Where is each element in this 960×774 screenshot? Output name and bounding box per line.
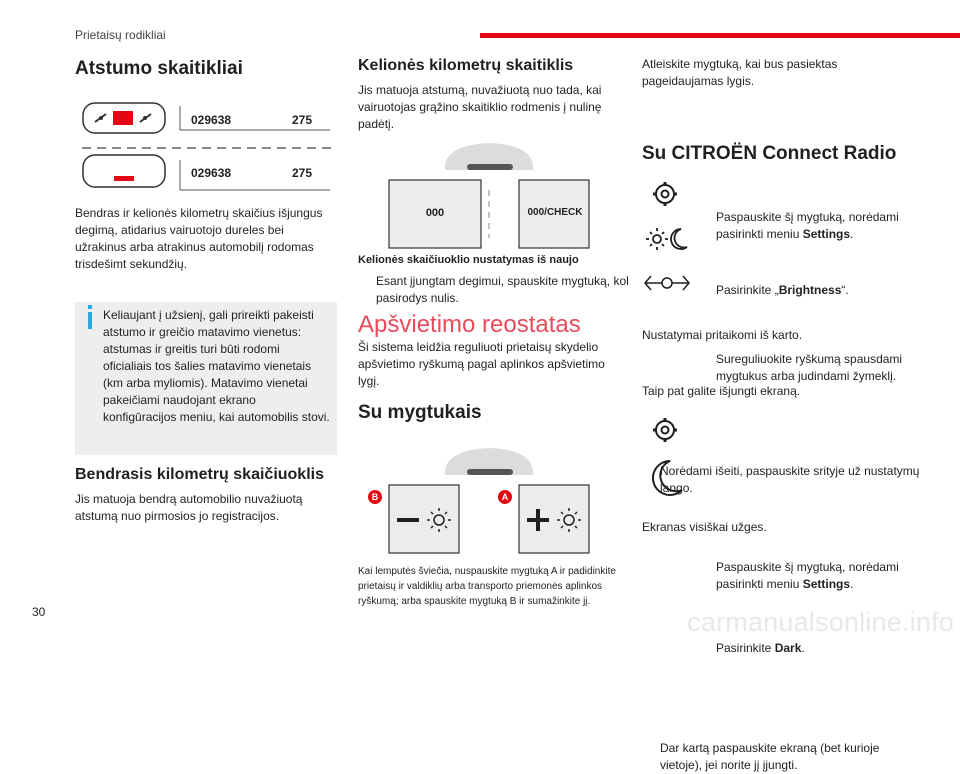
connect-bullet-3-text: Sureguliuokite ryškumą spausdami mygtukus arba judindami žymeklį. [716, 352, 903, 383]
page-number: 30 [32, 605, 46, 619]
trip-reset-bullet-text: Esant įjungtam degimui, spauskite mygtuką, kol pasirodys nulis. [376, 274, 629, 305]
dimmer-buttons-note: Kai lemputės šviečia, nuspauskite mygtuką A ir padidinkite prietaisų ir valdiklių arba transporto priemonės aplinkos ryškumą; arba spauskite mygtuką B ir sumažinkite jį. [358, 566, 616, 607]
odometer-total-value-2: 029638 [191, 166, 232, 180]
slider-icon [643, 272, 691, 294]
trip-reset-bullet [358, 273, 638, 307]
connect-bullet-1-text: Paspauskite šį mygtuką, norėdami pasirinkti meniu [716, 210, 899, 241]
trip-odometer-title: Kelionės kilometrų skaitiklis [358, 57, 574, 74]
connect-bullet-2 [698, 282, 926, 299]
settings-gear-icon-2 [651, 416, 679, 444]
settings-label-2: Settings [802, 577, 851, 591]
exit-bullet [642, 463, 922, 497]
odometers-title: Atstumo skaitikliai [75, 58, 243, 79]
settings-gear-icon [651, 180, 679, 208]
trip-reset-caption: Kelionės skaičiuoklio nustatymas iš naujo [358, 254, 579, 266]
with-buttons-title: Su mygtukais [358, 402, 482, 423]
exit-bullet-text: Norėdami išeiti, paspauskite srityje už nustatymų lango. [660, 464, 920, 495]
screen-off-text: Taip pat galite išjungti ekraną. [642, 384, 801, 398]
screen-off-result: Ekranas visiškai užges. [642, 520, 767, 534]
dark-label: Dark [774, 641, 802, 655]
display-right: 000/CHECK [527, 207, 583, 218]
release-paragraph: Atleiskite mygtuką, kai bus pasiektas pageidaujamas lygis. [642, 57, 838, 88]
display-left: 000 [425, 207, 445, 219]
connect-bullet-2-post: “. [841, 283, 849, 297]
connect-bullet-5: Pasirinkite Dark. [716, 641, 805, 655]
label-b-badge: B [368, 490, 382, 504]
settings-label: Settings [802, 227, 851, 241]
moon-icon [648, 458, 684, 498]
odometer-trip-value: 275 [292, 113, 313, 127]
connect-bullet-4-text: Paspauskite šį mygtuką, norėdami pasirinkti meniu [716, 560, 899, 591]
info-text: Keliaujant į užsienį, gali prireikti pakeisti atstumo ir greičio matavimo vienetus: atstumas ir greitis turi būti rodomi oficialiais tos šalies matavimo vienetais (km arba myliomis). Matavimo vienetai pakeičiami naudojant ekrano konfigūracijos meniu, kai automobilis stovi. [103, 308, 330, 424]
connect-bullet-5-pre: Pasirinkite [716, 641, 775, 655]
info-icon-bar [88, 312, 92, 329]
odometer-total-value: 029638 [191, 113, 232, 127]
connect-bullet-1: Paspauskite šį mygtuką, norėdami pasirinkti meniu Settings. [716, 210, 899, 241]
dimmer-buttons-illustration [385, 445, 595, 557]
trip-odometer-paragraph: Jis matuoja atstumą, nuvažiuotą nuo tada, kai vairuotojas grąžino skaitiklio rodmenis į nulinę padėtį. [358, 83, 602, 131]
tap-screen-text: Dar kartą paspauskite ekraną (bet kurioje vietoje), jei norite jį įjungti. [660, 741, 880, 772]
tap-screen-bullet [642, 740, 922, 774]
total-odometer-paragraph: Jis matuoja bendrą automobilio nuvažiuotą atstumą nuo pirmosios jo registracijos. [75, 492, 303, 523]
brightness-label: Brightness [778, 283, 842, 297]
brightness-icon [645, 225, 689, 253]
header-accent-bar [480, 33, 960, 38]
watermark: carmanualsonline.info [687, 607, 954, 637]
settings-apply-text: Nustatymai pritaikomi iš karto. [642, 328, 803, 342]
connect-bullet-3 [698, 351, 926, 385]
connect-bullet-2-pre: Pasirinkite „ [716, 283, 779, 297]
header-title: Prietaisų rodikliai [75, 28, 166, 42]
odometer-trip-value-2: 275 [292, 166, 313, 180]
total-odometer-title: Bendrasis kilometrų skaičiuoklis [75, 466, 324, 483]
connect-radio-title: Su CITROËN Connect Radio [642, 143, 897, 164]
dimmer-paragraph: Ši sistema leidžia reguliuoti prietaisų skydelio apšvietimo ryškumą pagal aplinkos apšvietimo lygį. [358, 340, 605, 388]
info-icon [88, 305, 92, 309]
odometers-paragraph: Bendras ir kelionės kilometrų skaičius išjungus degimą, atidarius vairuotojo dureles bei užrakinus arba atrakinus automobilį rodomas trisdešimt sekundžių. [75, 206, 323, 271]
label-a-badge: A [498, 490, 512, 504]
info-box [75, 302, 337, 455]
dimmer-title: Apšvietimo reostatas [358, 311, 581, 338]
trip-reset-illustration [385, 140, 595, 252]
connect-bullet-4: Paspauskite šį mygtuką, norėdami pasirinkti meniu Settings. [716, 560, 899, 591]
